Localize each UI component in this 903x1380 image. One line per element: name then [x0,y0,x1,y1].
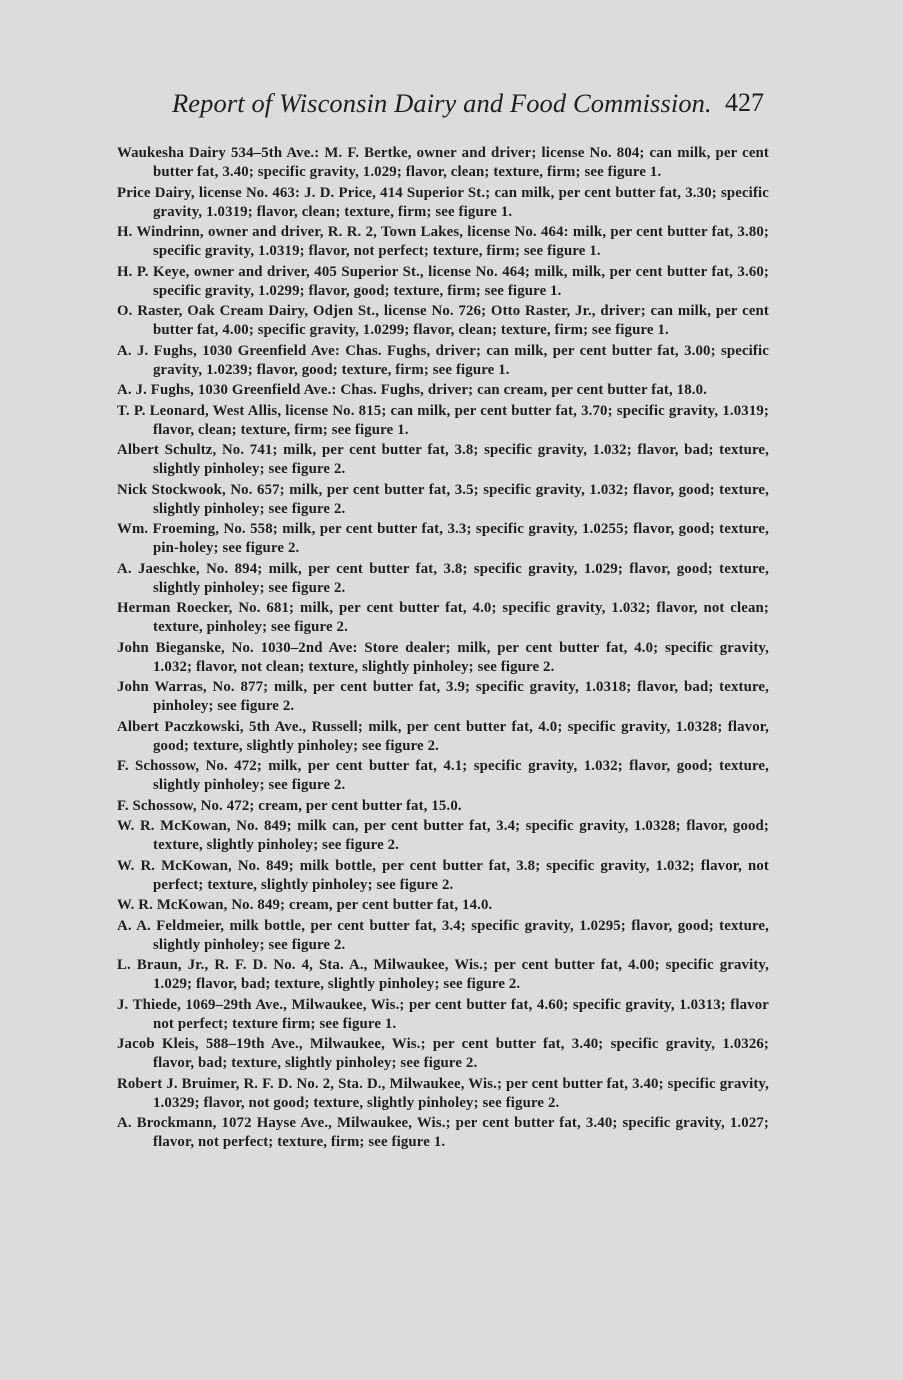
report-entry: W. R. McKowan, No. 849; milk bottle, per cent butter fat, 3.8; specific gravity, 1.032; flavor, not perfect; texture, slightly pinholey; see figure 2. [117,857,769,893]
report-entry: A. Brockmann, 1072 Hayse Ave., Milwaukee, Wis.; per cent butter fat, 3.40; specific gravity, 1.027; flavor, not perfect; texture, firm; see figure 1. [117,1115,769,1150]
report-entry: Albert Paczkowski, 5th Ave., Russell; milk, per cent butter fat, 4.0; specific gravity, 1.0328; flavor, good; texture, slightly pinholey; see figure 2. [117,718,769,754]
report-entry: H. P. Keye, owner and driver, 405 Superior St., license No. 464; milk, milk, per cent butter fat, 3.60; specific gravity, 1.0299; flavor, good; texture, firm; see figure 1. [117,263,769,299]
page-number: 427 [725,88,764,117]
report-entry: W. R. McKowan, No. 849; cream, per cent butter fat, 14.0. [117,897,493,913]
report-entry: Herman Roecker, No. 681; milk, per cent butter fat, 4.0; specific gravity, 1.032; flavor, not clean; texture, pinholey; see figure 2. [117,600,769,635]
report-entries [117,144,769,1154]
report-entry: Robert J. Bruimer, R. F. D. No. 2, Sta. D., Milwaukee, Wis.; per cent butter fat, 3.40; specific gravity, 1.0329; flavor, not good; texture, slightly pinholey; see figure 2. [117,1075,769,1111]
report-entry: Albert Schultz, No. 741; milk, per cent butter fat, 3.8; specific gravity, 1.032; flavor, bad; texture, slightly pinholey; see figure 2. [117,442,769,477]
report-entry: Wm. Froeming, No. 558; milk, per cent butter fat, 3.3; specific gravity, 1.0255; flavor, good; texture, pin-holey; see figure 2. [117,521,769,556]
report-entry: F. Schossow, No. 472; milk, per cent butter fat, 4.1; specific gravity, 1.032; flavor, good; texture, slightly pinholey; see figure 2. [117,758,769,793]
report-entry: O. Raster, Oak Cream Dairy, Odjen St., license No. 726; Otto Raster, Jr., driver; can milk, per cent butter fat, 4.00; specific gravity, 1.0299; flavor, clean; texture, firm; see figure 1. [117,303,769,338]
report-entry: A. A. Feldmeier, milk bottle, per cent butter fat, 3.4; specific gravity, 1.0295; flavor, good; texture, slightly pinholey; see figure 2. [117,917,769,953]
report-entry: W. R. McKowan, No. 849; milk can, per cent butter fat, 3.4; specific gravity, 1.0328; flavor, good; texture, slightly pinholey; see figure 2. [117,818,769,853]
report-entry: Waukesha Dairy 534–5th Ave.: M. F. Bertke, owner and driver; license No. 804; can milk, per cent butter fat, 3.40; specific gravity, 1.029; flavor, clean; texture, firm; see figure 1. [117,145,769,180]
report-entry: John Bieganske, No. 1030–2nd Ave: Store dealer; milk, per cent butter fat, 4.0; specific gravity, 1.032; flavor, not clean; texture, slightly pinholey; see figure 2. [117,639,769,675]
report-entry: Jacob Kleis, 588–19th Ave., Milwaukee, Wis.; per cent butter fat, 3.40; specific gravity, 1.0326; flavor, bad; texture, slightly pinholey; see figure 2. [117,1036,769,1071]
page-header [172,88,772,128]
report-entry: A. J. Fughs, 1030 Greenfield Ave.: Chas. Fughs, driver; can cream, per cent butter fat, 18.0. [117,382,708,398]
report-entry: A. J. Fughs, 1030 Greenfield Ave: Chas. Fughs, driver; can milk, per cent butter fat, 3.00; specific gravity, 1.0239; flavor, good; texture, firm; see figure 1. [117,342,769,378]
report-entry: John Warras, No. 877; milk, per cent butter fat, 3.9; specific gravity, 1.0318; flavor, bad; texture, pinholey; see figure 2. [117,679,769,714]
running-title: Report of Wisconsin Dairy and Food Commission. [172,88,712,118]
report-entry: Nick Stockwook, No. 657; milk, per cent butter fat, 3.5; specific gravity, 1.032; flavor, good; texture, slightly pinholey; see figure 2. [117,481,769,517]
report-entry: H. Windrinn, owner and driver, R. R. 2, Town Lakes, license No. 464: milk, per cent butter fat, 3.80; specific gravity, 1.0319; flavor, not perfect; texture, firm; see figure 1. [117,224,769,259]
report-entry: T. P. Leonard, West Allis, license No. 815; can milk, per cent butter fat, 3.70; specific gravity, 1.0319; flavor, clean; texture, firm; see figure 1. [117,402,769,438]
report-entry: L. Braun, Jr., R. F. D. No. 4, Sta. A., Milwaukee, Wis.; per cent butter fat, 4.00; specific gravity, 1.029; flavor, bad; texture, slightly pinholey; see figure 2. [117,957,769,992]
report-entry: Price Dairy, license No. 463: J. D. Price, 414 Superior St.; can milk, per cent butter fat, 3.30; specific gravity, 1.0319; flavor, clean; texture, firm; see figure 1. [117,184,769,220]
report-entry: A. Jaeschke, No. 894; milk, per cent butter fat, 3.8; specific gravity, 1.029; flavor, good; texture, slightly pinholey; see figure 2. [117,560,769,596]
report-entry: J. Thiede, 1069–29th Ave., Milwaukee, Wis.; per cent butter fat, 4.60; specific gravity, 1.0313; flavor not perfect; texture firm; see figure 1. [117,996,769,1032]
report-entry: F. Schossow, No. 472; cream, per cent butter fat, 15.0. [117,797,462,814]
